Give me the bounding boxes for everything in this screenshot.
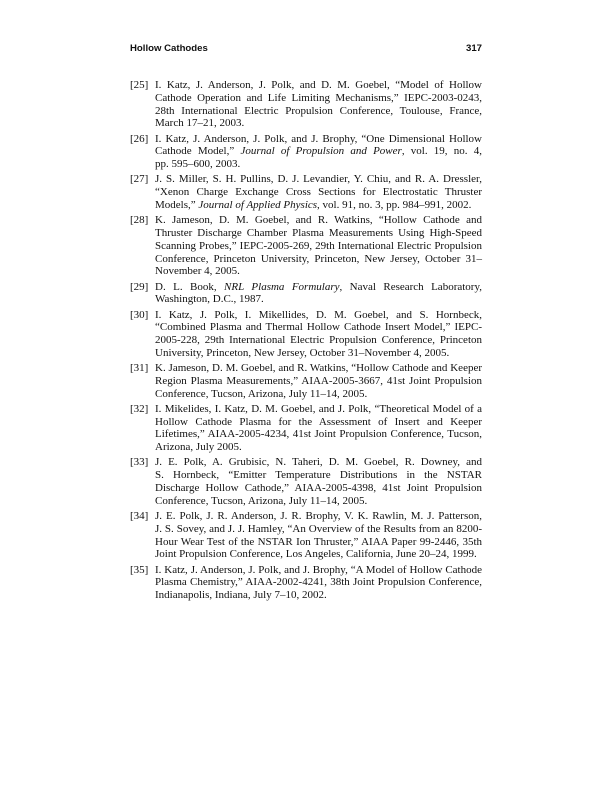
publication-title: Journal of Applied Physics bbox=[198, 198, 318, 211]
reference-number: [31] bbox=[130, 362, 149, 375]
reference-entry bbox=[130, 564, 482, 602]
reference-text: J. E. Polk, A. Grubisic, N. Taheri, D. M. Goebel, R. Downey, and bbox=[155, 456, 482, 469]
reference-text: Discharge Hollow Cathode,” AIAA-2005-4398, 41st Joint Propulsion bbox=[155, 482, 482, 495]
reference-line bbox=[155, 309, 482, 322]
reference-line bbox=[155, 403, 482, 416]
reference-line bbox=[155, 186, 482, 199]
reference-line bbox=[155, 375, 482, 388]
reference-line bbox=[155, 105, 482, 118]
reference-line bbox=[155, 347, 482, 360]
running-header bbox=[130, 43, 482, 55]
reference-text: Plasma Chemistry,” AIAA-2002-4241, 38th Joint Propulsion Conference, bbox=[155, 576, 482, 589]
reference-text: Joint Propulsion Conference, Los Angeles, California, June 20–24, 1999. bbox=[155, 548, 477, 561]
reference-text: Region Plasma Measurements,” AIAA-2005-3667, 41st Joint Propulsion bbox=[155, 374, 482, 387]
reference-number: [33] bbox=[130, 456, 149, 469]
reference-entry bbox=[130, 281, 482, 307]
reference-line bbox=[155, 589, 482, 602]
reference-line bbox=[155, 240, 482, 253]
reference-line bbox=[155, 214, 482, 227]
reference-line bbox=[155, 281, 482, 294]
reference-line bbox=[155, 133, 482, 146]
reference-text: D. L. Book, bbox=[155, 280, 225, 293]
reference-line bbox=[155, 482, 482, 495]
reference-text: Hollow Cathode Plasma for the Assessment of Insert and Keeper bbox=[155, 415, 482, 428]
reference-line bbox=[155, 92, 482, 105]
reference-line bbox=[155, 456, 482, 469]
reference-number: [34] bbox=[130, 510, 149, 523]
reference-line bbox=[155, 265, 482, 278]
reference-text: , Naval Research Laboratory, bbox=[339, 280, 482, 293]
reference-text: Conference, Tucson, Arizona, July 11–14, 2005. bbox=[155, 387, 368, 400]
reference-entry bbox=[130, 456, 482, 507]
reference-number: [30] bbox=[130, 308, 149, 321]
reference-line bbox=[155, 428, 482, 441]
reference-text: K. Jameson, D. M. Goebel, and R. Watkins, “Hollow Cathode and bbox=[155, 214, 482, 227]
reference-line bbox=[155, 416, 482, 429]
reference-text: Hour Wear Test of the NSTAR Ion Thruster,” AIAA Paper 99-2446, 35th bbox=[155, 535, 482, 548]
reference-text: K. Jameson, D. M. Goebel, and R. Watkins, “Hollow Cathode and Keeper bbox=[155, 362, 482, 375]
reference-text: Indianapolis, Indiana, July 7–10, 2002. bbox=[155, 589, 327, 602]
reference-number: [29] bbox=[130, 280, 149, 293]
reference-text: S. Hornbeck, “Emitter Temperature Distributions in the NSTAR bbox=[155, 469, 482, 482]
reference-entry bbox=[130, 173, 482, 211]
reference-text: Conference, Princeton University, Princeton, New Jersey, October 31– bbox=[155, 252, 482, 265]
reference-text: , vol. 19, no. 4, bbox=[401, 145, 482, 158]
reference-number: [25] bbox=[130, 79, 149, 91]
reference-text: pp. 595–600, 2003. bbox=[155, 158, 241, 171]
reference-line bbox=[155, 548, 482, 561]
reference-text: “Xenon Charge Exchange Cross Sections for Electrostatic Thruster bbox=[155, 186, 482, 199]
reference-text: J. S. Miller, S. H. Pullins, D. J. Levandier, Y. Chiu, and R. A. Dressler, bbox=[155, 173, 482, 186]
reference-text: J. S. Sovey, and J. J. Hamley, “An Overview of the Results from an 8200- bbox=[155, 522, 482, 535]
reference-line bbox=[155, 145, 482, 158]
page-number: 317 bbox=[465, 43, 482, 54]
reference-entry bbox=[130, 214, 482, 278]
reference-entry bbox=[130, 510, 482, 561]
reference-line bbox=[155, 469, 482, 482]
reference-text: Lifetimes,” AIAA-2005-4234, 41st Joint Propulsion Conference, Tucson, bbox=[155, 428, 482, 441]
running-title: Hollow Cathodes bbox=[130, 43, 208, 54]
reference-entry bbox=[130, 403, 482, 454]
reference-number: [35] bbox=[130, 563, 149, 576]
reference-entry bbox=[130, 79, 482, 130]
reference-text: 2005-228, 29th International Electric Propulsion Conference, Princeton bbox=[155, 334, 482, 347]
reference-line bbox=[155, 79, 482, 92]
reference-text: I. Katz, J. Polk, I. Mikellides, D. M. Goebel, and S. Hornbeck, bbox=[155, 308, 482, 321]
reference-entry bbox=[130, 133, 482, 171]
publication-title: NRL Plasma Formulary bbox=[224, 280, 340, 293]
reference-text: I. Katz, J. Anderson, J. Polk, and D. M. Goebel, “Model of Hollow bbox=[155, 79, 482, 91]
reference-number: [26] bbox=[130, 132, 149, 145]
reference-text: March 17–21, 2003. bbox=[155, 117, 245, 130]
reference-line bbox=[155, 227, 482, 240]
reference-entry bbox=[130, 362, 482, 400]
reference-text: Models,” bbox=[155, 198, 199, 211]
reference-line bbox=[155, 564, 482, 577]
reference-text: Cathode Operation and Life Limiting Mechanisms,” IEPC-2003-0243, bbox=[155, 91, 482, 104]
reference-text: I. Mikelides, I. Katz, D. M. Goebel, and J. Polk, “Theoretical Model of a bbox=[155, 402, 482, 415]
reference-line bbox=[155, 441, 482, 454]
reference-line bbox=[155, 388, 482, 401]
reference-text: University, Princeton, New Jersey, October 31–November 4, 2005. bbox=[155, 346, 450, 359]
reference-number: [32] bbox=[130, 402, 149, 415]
reference-text: November 4, 2005. bbox=[155, 265, 240, 278]
reference-list bbox=[130, 79, 482, 604]
reference-line bbox=[155, 362, 482, 375]
reference-text: I. Katz, J. Anderson, J. Polk, and J. Brophy, “One Dimensional Hollow bbox=[155, 132, 482, 145]
reference-line bbox=[155, 253, 482, 266]
reference-text: Thruster Discharge Chamber Plasma Measurements Using High-Speed bbox=[155, 226, 482, 239]
reference-line bbox=[155, 293, 482, 306]
reference-line bbox=[155, 199, 482, 212]
reference-text: 28th International Electric Propulsion Conference, Toulouse, France, bbox=[155, 104, 482, 117]
reference-entry bbox=[130, 309, 482, 360]
reference-text: Washington, D.C., 1987. bbox=[155, 293, 264, 306]
reference-number: [28] bbox=[130, 214, 149, 227]
reference-line bbox=[155, 334, 482, 347]
reference-text: “Combined Plasma and Thermal Hollow Cathode Insert Model,” IEPC- bbox=[155, 321, 482, 334]
reference-text: , vol. 91, no. 3, pp. 984–991, 2002. bbox=[317, 198, 472, 211]
reference-text: Conference, Tucson, Arizona, July 11–14, 2005. bbox=[155, 494, 368, 507]
reference-number: [27] bbox=[130, 173, 149, 186]
reference-line bbox=[155, 158, 482, 171]
reference-text: J. E. Polk, J. R. Anderson, J. R. Brophy, V. K. Rawlin, M. J. Patterson, bbox=[155, 510, 482, 523]
reference-text: Arizona, July 2005. bbox=[155, 441, 242, 454]
reference-text: Cathode Model,” bbox=[155, 145, 241, 158]
reference-line bbox=[155, 536, 482, 549]
reference-line bbox=[155, 576, 482, 589]
reference-line bbox=[155, 495, 482, 508]
reference-text: I. Katz, J. Anderson, J. Polk, and J. Brophy, “A Model of Hollow Cathode bbox=[155, 563, 482, 576]
publication-title: Journal of Propulsion and Power bbox=[240, 145, 402, 158]
reference-text: Scanning Probes,” IEPC-2005-269, 29th International Electric Propulsion bbox=[155, 239, 482, 252]
reference-line bbox=[155, 510, 482, 523]
reference-line bbox=[155, 523, 482, 536]
reference-line bbox=[155, 321, 482, 334]
reference-line bbox=[155, 173, 482, 186]
reference-line bbox=[155, 117, 482, 130]
